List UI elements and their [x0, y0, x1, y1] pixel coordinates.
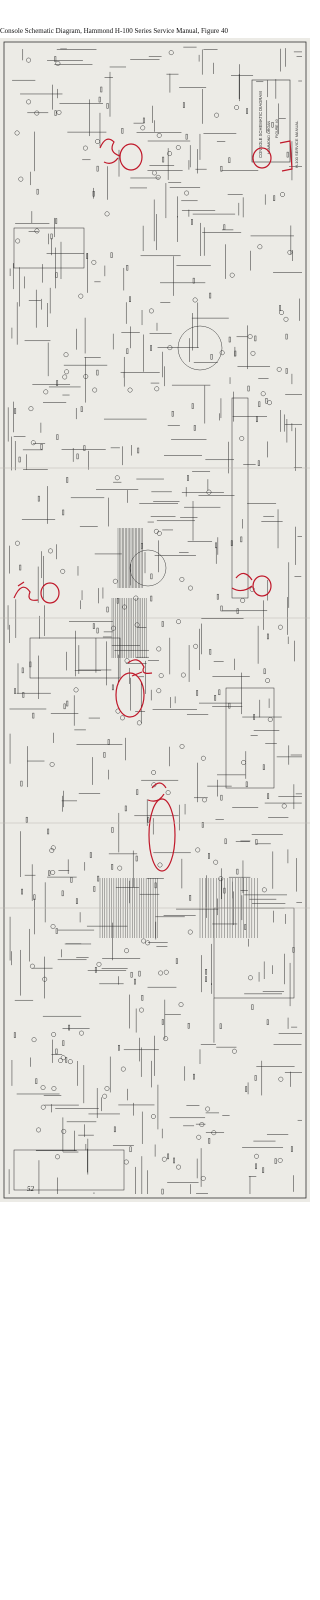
title-block-line-2: HAMMOND ORGAN — [267, 120, 271, 154]
red-scribble-1 — [100, 139, 120, 163]
red-circle-1 — [120, 144, 142, 170]
figure-caption: Console Schematic Diagram, Hammond H-100 Series Service Manual, Figure 40 — [0, 27, 229, 35]
schematic-drawing — [0, 38, 310, 1202]
schematic-sheet — [0, 38, 310, 1202]
handwritten-page-number: 52 — [27, 1185, 34, 1193]
title-block-line-3: FIGURE 40 — [275, 119, 279, 138]
red-scribble-4 — [232, 573, 252, 590]
vertical-header: H-100 SERVICE MANUAL — [294, 120, 299, 168]
red-scribble-6 — [148, 783, 166, 801]
red-scribble-3 — [14, 582, 38, 600]
red-circle-5 — [116, 673, 144, 717]
wiring — [8, 47, 302, 1194]
red-circle-3 — [41, 583, 59, 603]
red-circle-4 — [253, 576, 271, 596]
title-block-line-1: CONSOLE SCHEMATIC DIAGRAM — [258, 91, 263, 158]
red-circle-6 — [149, 799, 175, 871]
